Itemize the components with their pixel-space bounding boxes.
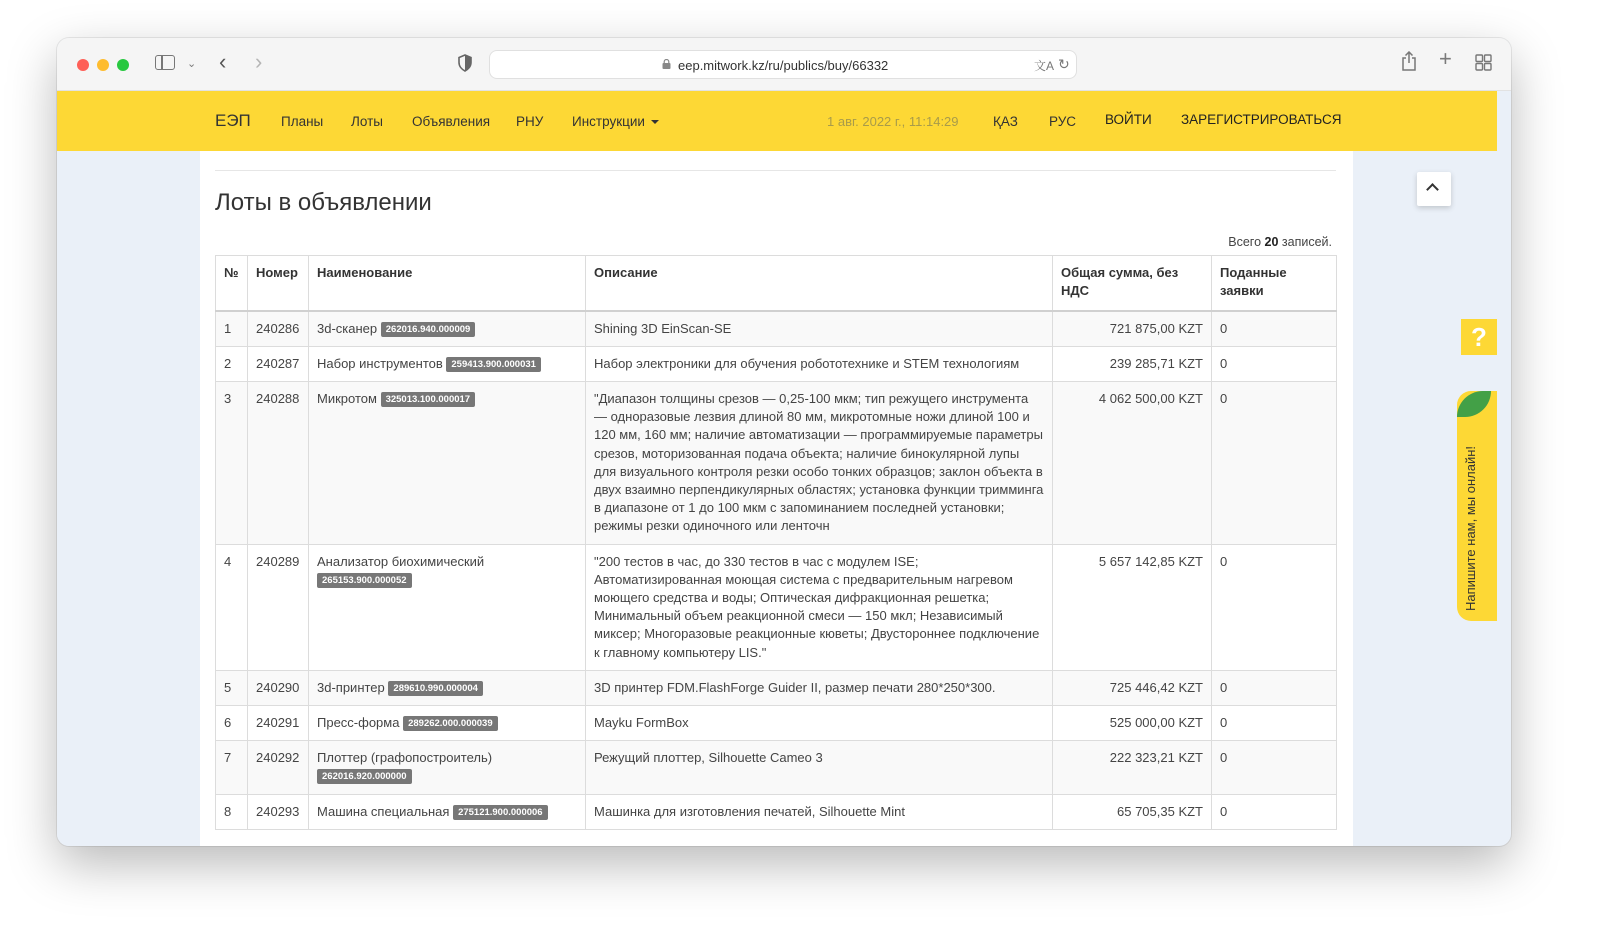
tab-overview-icon[interactable]: [1475, 54, 1492, 71]
nav-instructions[interactable]: [572, 114, 659, 129]
close-window-button[interactable]: [77, 59, 89, 71]
cell-bids: 0: [1212, 741, 1337, 794]
lot-name[interactable]: Набор инструментов: [317, 355, 443, 371]
cell-bids: 0: [1212, 670, 1337, 705]
maximize-window-button[interactable]: [117, 59, 129, 71]
page-viewport: [57, 91, 1497, 846]
cell-name[interactable]: [309, 544, 586, 670]
cell-sum: 5 657 142,85 KZT: [1053, 544, 1212, 670]
table-header-row: [216, 256, 1337, 311]
cell-index: 5: [216, 670, 248, 705]
nav-lots[interactable]: Лоты: [351, 114, 383, 129]
cell-sum: 4 062 500,00 KZT: [1053, 381, 1212, 544]
cell-number: 240291: [248, 705, 309, 740]
forward-icon[interactable]: ›: [255, 49, 263, 74]
total-suffix: записей.: [1278, 235, 1332, 249]
cell-number: 240287: [248, 346, 309, 381]
cell-number: 240286: [248, 311, 309, 347]
lang-ru-link[interactable]: РУС: [1049, 114, 1077, 129]
brand-link[interactable]: ЕЭП: [215, 111, 251, 130]
cell-name[interactable]: [309, 311, 586, 347]
cell-index: 1: [216, 311, 248, 347]
lot-name[interactable]: Анализатор биохимический: [317, 553, 485, 569]
nav-plans[interactable]: Планы: [281, 114, 324, 129]
server-datetime: 1 авг. 2022 г., 11:14:29: [827, 114, 959, 129]
caret-down-icon: [651, 120, 659, 124]
cell-index: 2: [216, 346, 248, 381]
cell-bids: 0: [1212, 381, 1337, 544]
cell-name[interactable]: [309, 670, 586, 705]
cell-description: 3D принтер FDM.FlashForge Guider II, размер печати 280*250*300.: [586, 670, 1053, 705]
chevron-up-icon: [1426, 183, 1439, 196]
cell-name[interactable]: [309, 381, 586, 544]
col-header-number: Номер: [248, 256, 309, 311]
cell-description: Машинка для изготовления печатей, Silhouette Mint: [586, 794, 1053, 829]
lang-kz-link[interactable]: ҚАЗ: [993, 114, 1018, 129]
cell-index: 6: [216, 705, 248, 740]
col-header-index: №: [216, 256, 248, 311]
cell-description: "Диапазон толщины срезов — 0,25-100 мкм; тип режущего инструмента — одноразовые лезвия длиной 80 мм, микротомные ножи длиной 100 и 120 мм, 160 мм; наличие автоматизации — программируемые параметры срезов, моторизованная подача объекта; наличие бинокулярной лупы для визуального контроля резки особо тонких образцов; заклон объекта в двух взаимно перпендикулярных областях; установка функции тримминга в диапазоне от 1 до 100 мкм с запоминанием последней установки; режимы резки одиночного или ленточн: [586, 381, 1053, 544]
cell-index: 4: [216, 544, 248, 670]
cell-sum: 525 000,00 KZT: [1053, 705, 1212, 740]
cell-number: 240292: [248, 741, 309, 794]
cell-number: 240289: [248, 544, 309, 670]
new-tab-icon[interactable]: +: [1439, 46, 1452, 71]
table-row: [216, 311, 1337, 347]
address-bar[interactable]: [489, 50, 1077, 79]
top-navbar: [57, 91, 1497, 151]
nav-announcements[interactable]: Объявления: [412, 114, 491, 129]
share-icon[interactable]: [1401, 51, 1417, 71]
col-header-bids: Поданные заявки: [1212, 256, 1337, 311]
nav-instructions-label: Инструкции: [572, 114, 645, 129]
col-header-sum: Общая сумма, без НДС: [1053, 256, 1212, 311]
cell-index: 8: [216, 794, 248, 829]
total-prefix: Всего: [1228, 235, 1265, 249]
cell-description: Shining 3D EinScan-SE: [586, 311, 1053, 347]
cell-name[interactable]: [309, 346, 586, 381]
cell-sum: 65 705,35 KZT: [1053, 794, 1212, 829]
online-chat-label[interactable]: Напишите нам, мы онлайн!: [1463, 445, 1478, 611]
cell-index: 3: [216, 381, 248, 544]
ktru-code-badge: 325013.100.000017: [381, 392, 476, 407]
cell-sum: 222 323,21 KZT: [1053, 741, 1212, 794]
cell-number: 240293: [248, 794, 309, 829]
table-row: [216, 670, 1337, 705]
url-text[interactable]: eep.mitwork.kz/ru/publics/buy/66332: [678, 58, 889, 73]
col-header-name: Наименование: [309, 256, 586, 311]
minimize-window-button[interactable]: [97, 59, 109, 71]
cell-number: 240290: [248, 670, 309, 705]
cell-bids: 0: [1212, 544, 1337, 670]
table-row: [216, 741, 1337, 794]
table-row: [216, 794, 1337, 829]
register-link[interactable]: ЗАРЕГИСТРИРОВАТЬСЯ: [1181, 112, 1342, 127]
cell-index: 7: [216, 741, 248, 794]
main-content: [200, 151, 1353, 846]
login-link[interactable]: ВОЙТИ: [1105, 112, 1152, 127]
shield-icon[interactable]: [457, 54, 473, 72]
cell-bids: 0: [1212, 794, 1337, 829]
scroll-to-top-button[interactable]: [1417, 172, 1451, 206]
table-row: [216, 544, 1337, 670]
lot-name[interactable]: Плоттер (графопостроитель): [317, 750, 493, 766]
table-row: [216, 346, 1337, 381]
cell-bids: 0: [1212, 705, 1337, 740]
total-count: 20: [1264, 235, 1279, 249]
table-row: [216, 705, 1337, 740]
cell-sum: 721 875,00 KZT: [1053, 311, 1212, 347]
sidebar-toggle-icon[interactable]: [155, 55, 175, 70]
cell-bids: 0: [1212, 346, 1337, 381]
cell-bids: 0: [1212, 311, 1337, 347]
chevron-down-icon[interactable]: ⌄: [187, 58, 197, 70]
ktru-code-badge: 259413.900.000031: [446, 357, 541, 372]
ktru-code-badge: 289262.000.000039: [403, 716, 498, 731]
cell-name[interactable]: [309, 794, 586, 829]
translate-icon[interactable]: 文A: [1034, 59, 1055, 73]
lot-name[interactable]: Микротом: [317, 390, 377, 406]
cell-description: Режущий плоттер, Silhouette Cameo 3: [586, 741, 1053, 794]
ktru-code-badge: 275121.900.000006: [453, 805, 548, 820]
help-button[interactable]: ?: [1461, 319, 1497, 355]
cell-description: "200 тестов в час, до 330 тестов в час с модулем ISE; Автоматизированная моющая система с предварительным нагревом моющего средства и воды; Оптическая дифракционная решетка; Минимальный объем реакционной смеси — 150 мкл; Независимый миксер; Многоразовые реакционные кюветы; Двустороннее подключение к главному компьютеру LIS.": [586, 544, 1053, 670]
table-body: [216, 311, 1337, 830]
back-icon[interactable]: ‹: [219, 49, 227, 74]
lot-name[interactable]: Пресс-форма: [317, 714, 400, 730]
browser-window: [57, 38, 1511, 846]
ktru-code-badge: 289610.990.000004: [388, 681, 483, 696]
ktru-code-badge: 265153.900.000052: [317, 573, 412, 588]
col-header-description: Описание: [586, 256, 1053, 311]
total-records: [1228, 235, 1332, 249]
divider: [215, 170, 1336, 171]
lot-name[interactable]: Машина специальная: [317, 803, 450, 819]
cell-sum: 725 446,42 KZT: [1053, 670, 1212, 705]
ktru-code-badge: 262016.940.000009: [381, 322, 476, 337]
cell-description: Mayku FormBox: [586, 705, 1053, 740]
lot-name[interactable]: 3d-принтер: [317, 679, 385, 695]
cell-name[interactable]: [309, 741, 586, 794]
section-title: Лоты в объявлении: [215, 189, 432, 216]
lots-table: [215, 255, 1337, 830]
table-row: [216, 381, 1337, 544]
cell-number: 240288: [248, 381, 309, 544]
lot-name[interactable]: 3d-сканер: [317, 320, 378, 336]
cell-description: Набор электроники для обучения робототехнике и STEM технологиям: [586, 346, 1053, 381]
ktru-code-badge: 262016.920.000000: [317, 769, 412, 784]
nav-rnu[interactable]: РНУ: [516, 114, 544, 129]
cell-name[interactable]: [309, 705, 586, 740]
reload-icon[interactable]: ↻: [1058, 56, 1070, 72]
browser-toolbar: [57, 38, 1511, 91]
lock-icon: [662, 59, 671, 69]
cell-sum: 239 285,71 KZT: [1053, 346, 1212, 381]
